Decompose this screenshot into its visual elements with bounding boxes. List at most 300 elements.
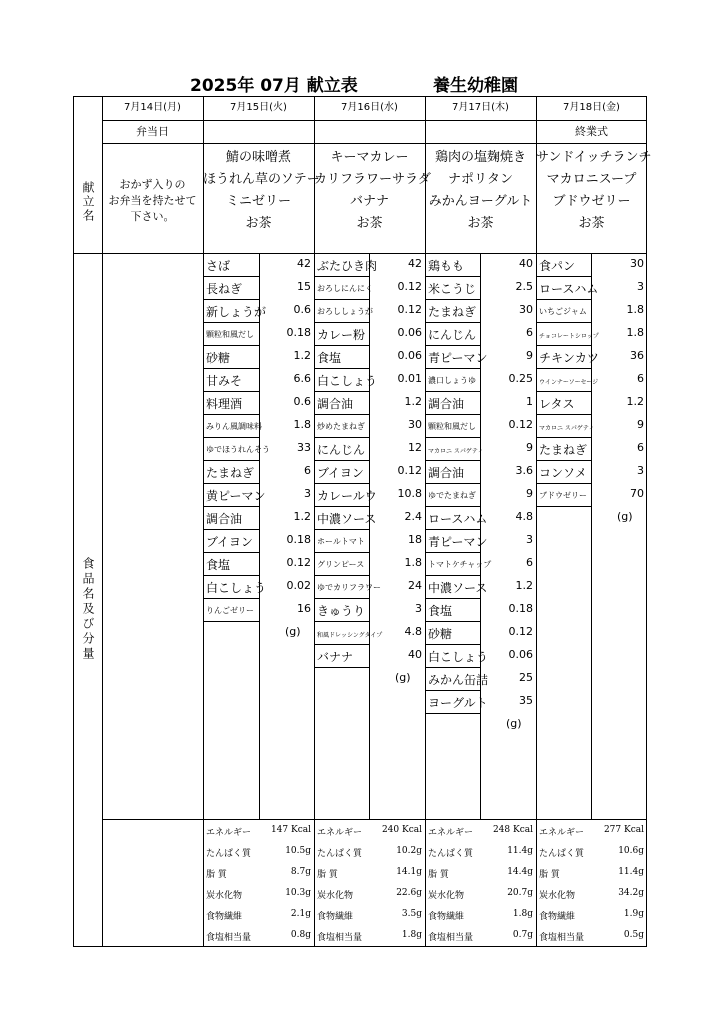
day-menu: [425, 147, 536, 235]
nutrition-row: [314, 820, 425, 841]
ingredient-name: レタス: [539, 397, 575, 411]
grid-line: [102, 97, 103, 947]
ingredient-row: [425, 576, 536, 599]
nutrition-value: 240 Kcal: [381, 825, 422, 835]
nutrition-label: 食物繊維: [206, 912, 243, 922]
ingredient-row: [314, 323, 425, 346]
ingredient-row: [203, 323, 314, 346]
menu-item: 鶏肉の塩麹焼き: [434, 150, 526, 165]
nutrition-label: 炭水化物: [206, 891, 243, 901]
bento-instructions: おかず入りの お弁当を持たせて 下さい。: [108, 178, 197, 223]
ingredient-qty: 12: [408, 441, 422, 454]
ingredient-qty: 3: [526, 533, 533, 546]
ingredient-name: バナナ: [317, 650, 354, 664]
nutrition-label: 食塩相当量: [206, 933, 252, 943]
menu-item: ナポリタン: [447, 172, 513, 187]
ingredient-qty: 1.2: [293, 349, 311, 362]
nutrition-row: [203, 862, 314, 883]
nutrition-value: 14.1g: [396, 867, 422, 877]
ingredient-qty: 0.12: [397, 280, 422, 293]
ingredient-row: [203, 277, 314, 300]
day-note: 弁当日: [136, 125, 169, 138]
ingredient-qty: 33: [297, 441, 311, 454]
ingredient-qty: 9: [637, 418, 644, 431]
ingredient-name: 鶏もも: [428, 259, 465, 273]
ingredient-name: チキンカツ: [539, 351, 599, 365]
ingredient-name: ぶたひき肉: [317, 259, 378, 273]
ingredient-name: 中濃ソース: [317, 512, 377, 526]
ingredient-row: [425, 346, 536, 369]
menu-item: お茶: [467, 216, 494, 231]
nutrition-value: 2.1g: [290, 909, 311, 919]
nutrition-value: 147 Kcal: [270, 825, 311, 835]
ingredient-name: にんじん: [428, 328, 477, 342]
nutrition-row: [425, 904, 536, 925]
school-name: 養生幼稚園: [433, 76, 518, 96]
day-menu: [203, 147, 320, 235]
ingredient-name: 白こしょう: [206, 581, 267, 595]
ingredient-row: [314, 438, 425, 461]
ingredient-name: 米こうじ: [428, 282, 477, 296]
ingredient-name: ゆでカリフラワー: [317, 583, 381, 592]
ingredient-qty: 6: [304, 464, 311, 477]
ingredient-name: ロースハム: [539, 282, 599, 296]
day-menu: [536, 147, 652, 235]
unit-label: (g): [506, 717, 522, 730]
nutrition-label: 食物繊維: [539, 912, 576, 922]
ingredient-row: [314, 461, 425, 484]
ingredient-row: [203, 553, 314, 576]
nutrition-value: 34.2g: [618, 888, 644, 898]
ingredient-qty: 4.8: [404, 625, 422, 638]
ingredient-row: [425, 691, 536, 714]
menu-row-label: 献立名: [81, 181, 95, 223]
ingredient-qty: 6.6: [293, 372, 311, 385]
ingredient-row: [314, 369, 425, 392]
ingredient-qty: 6: [637, 372, 644, 385]
ingredient-name: ゆでたまねぎ: [428, 491, 476, 500]
nutrition-row: [536, 862, 647, 883]
nutrition-label: 食物繊維: [317, 912, 354, 922]
ingredient-row: [425, 254, 536, 277]
ingredient-qty: 40: [519, 257, 533, 270]
ingredient-row: [536, 277, 647, 300]
nutrition-row: [314, 862, 425, 883]
ingredient-name: 甘みそ: [206, 374, 243, 388]
ingredient-name: 白こしょう: [317, 374, 378, 388]
nutrition-value: 10.2g: [396, 846, 422, 856]
nutrition-value: 10.5g: [285, 846, 311, 856]
nutrition-label: 食塩相当量: [317, 933, 363, 943]
ingredient-name: 白こしょう: [428, 650, 489, 664]
ingredient-row: [425, 300, 536, 323]
nutrition-label: エネルギー: [206, 828, 252, 838]
nutrition-value: 1.8g: [401, 930, 422, 940]
ingredient-row: [314, 599, 425, 622]
ingredient-row: [203, 415, 314, 438]
ingredient-name: 料理酒: [206, 397, 243, 411]
nutrition-value: 277 Kcal: [603, 825, 644, 835]
nutrition-value: 22.6g: [396, 888, 422, 898]
ingredient-name: りんごゼリー: [206, 606, 254, 615]
ingredient-row: [203, 369, 314, 392]
menu-item: サンドイッチランチ: [536, 150, 652, 165]
nutrition-row: [536, 841, 647, 862]
nutrition-row: [536, 925, 647, 946]
ingredient-qty: 0.12: [397, 303, 422, 316]
ingredient-qty: 4.8: [515, 510, 533, 523]
ingredient-name: グリンピース: [317, 560, 365, 569]
ingredient-qty: 0.12: [286, 556, 311, 569]
ingredient-qty: 1.8: [626, 326, 644, 339]
ingredient-qty: 35: [519, 694, 533, 707]
nutrition-value: 10.6g: [618, 846, 644, 856]
ingredient-row: [314, 277, 425, 300]
ingredient-row: [314, 392, 425, 415]
ingredient-row: [536, 369, 647, 392]
ingredient-qty: 0.6: [293, 395, 311, 408]
menu-item: お茶: [356, 216, 383, 231]
nutrition-row: [314, 925, 425, 946]
ingredient-name: 顆粒和風だし: [428, 422, 476, 431]
ingredient-qty: 9: [526, 349, 533, 362]
nutrition-label: たんぱく質: [428, 849, 474, 859]
nutrition-label: 脂 質: [428, 870, 449, 880]
ingredient-row: [425, 461, 536, 484]
grid-line: [314, 667, 369, 668]
ingredient-name: トマトケチャップ: [428, 560, 492, 569]
day-note: [314, 121, 425, 143]
grid-line: [102, 143, 647, 144]
nutrition-label: 炭水化物: [317, 891, 354, 901]
nutrition-value: 10.3g: [285, 888, 311, 898]
ingredient-row: [425, 645, 536, 668]
day-date: 7月18日(金): [563, 102, 620, 113]
nutrition-label: 脂 質: [317, 870, 338, 880]
ingredient-row: [203, 461, 314, 484]
nutrition-value: 248 Kcal: [492, 825, 533, 835]
ingredient-qty: 0.06: [397, 326, 422, 339]
nutrition-row: [203, 841, 314, 862]
ingredient-qty: 0.02: [286, 579, 311, 592]
ingredient-qty: 3.6: [515, 464, 533, 477]
menu-item: キーマカレー: [330, 150, 409, 165]
ingredient-qty: 0.18: [286, 533, 311, 546]
nutrition-label: たんぱく質: [317, 849, 363, 859]
menu-item: カリフラワーサラダ: [314, 172, 431, 187]
nutrition-row: [314, 904, 425, 925]
ingredient-name: カレールウ: [317, 489, 377, 503]
ingredient-qty: 30: [630, 257, 644, 270]
nutrition-value: 8.7g: [290, 867, 311, 877]
ingredient-row: [314, 484, 425, 507]
ingredient-row: [203, 507, 314, 530]
nutrition-value: 0.5g: [623, 930, 644, 940]
ingredient-name: にんじん: [317, 443, 366, 457]
menu-item: ほうれん草のソテー: [203, 172, 320, 187]
ingredient-qty: 24: [408, 579, 422, 592]
ingredient-qty: 6: [526, 556, 533, 569]
ingredient-row: [536, 392, 647, 415]
ingredient-name: ゆでほうれんそう: [206, 445, 270, 454]
ingredient-qty: 1.8: [626, 303, 644, 316]
nutrition-row: [203, 883, 314, 904]
ingredient-row: [314, 530, 425, 553]
ingredient-row: [425, 530, 536, 553]
ingredient-qty: 3: [304, 487, 311, 500]
ingredient-name: 食塩: [317, 351, 342, 365]
ingredient-name: マカロニ スパゲティ: [539, 425, 595, 432]
ingredient-qty: 3: [415, 602, 422, 615]
ingredient-qty: 0.25: [508, 372, 533, 385]
ingredient-qty: 0.6: [293, 303, 311, 316]
ingredient-qty: 36: [630, 349, 644, 362]
nutrition-label: 脂 質: [206, 870, 227, 880]
menu-table: [73, 96, 652, 947]
day-date: 7月15日(火): [230, 102, 287, 113]
menu-item: バナナ: [349, 194, 389, 209]
ingredient-qty: 0.12: [508, 625, 533, 638]
ingredient-name: 砂糖: [428, 627, 453, 641]
day-note: [425, 121, 536, 143]
ingredient-name: 中濃ソース: [428, 581, 488, 595]
ingredient-qty: 6: [526, 326, 533, 339]
nutrition-row: [425, 862, 536, 883]
ingredient-name: カレー粉: [317, 328, 366, 342]
nutrition-label: 食塩相当量: [539, 933, 585, 943]
nutrition-value: 0.8g: [290, 930, 311, 940]
menu-item: 鯖の味噌煮: [225, 150, 291, 165]
ingredient-qty: 25: [519, 671, 533, 684]
grid-line: [425, 713, 480, 714]
ingredient-name: ウインナーソーセージ: [539, 379, 599, 386]
ingredient-qty: 40: [408, 648, 422, 661]
nutrition-value: 11.4g: [618, 867, 644, 877]
ingredient-qty: 30: [408, 418, 422, 431]
ingredient-name: 黄ピーマン: [206, 489, 266, 503]
ingredient-name: 砂糖: [206, 351, 231, 365]
nutrition-value: 1.8g: [512, 909, 533, 919]
ingredient-qty: 1.2: [293, 510, 311, 523]
ingredient-name: 調合油: [428, 466, 465, 480]
nutrition-label: エネルギー: [539, 828, 585, 838]
ingredient-qty: 42: [297, 257, 311, 270]
ingredient-name: たまねぎ: [539, 443, 588, 457]
ingredient-name: いちごジャム: [539, 307, 587, 316]
ingredient-row: [314, 346, 425, 369]
nutrition-value: 3.5g: [401, 909, 422, 919]
ingredient-row: [536, 484, 647, 507]
ingredient-qty: 1.8: [404, 556, 422, 569]
ingredient-row: [425, 438, 536, 461]
ingredient-name: チョコレートシロップ: [539, 333, 599, 340]
ingredient-qty: 42: [408, 257, 422, 270]
ingredient-row: [425, 369, 536, 392]
ingredient-qty: 1.2: [626, 395, 644, 408]
ingredient-name: みかん缶詰: [428, 673, 489, 687]
ingredient-name: 調合油: [317, 397, 354, 411]
ingredient-name: ブドウゼリー: [539, 491, 587, 500]
ingredient-name: 食パン: [539, 259, 576, 273]
nutrition-label: 食塩相当量: [428, 933, 474, 943]
nutrition-row: [425, 925, 536, 946]
ingredient-name: おろししょうが: [317, 307, 373, 316]
ingredient-row: [425, 277, 536, 300]
ingredient-qty: 0.06: [397, 349, 422, 362]
ingredient-name: 青ピーマン: [428, 351, 488, 365]
ingredient-qty: 3: [637, 464, 644, 477]
day-date: 7月16日(水): [341, 102, 398, 113]
nutrition-label: 炭水化物: [539, 891, 576, 901]
ingredient-row: [425, 507, 536, 530]
ingredient-row: [425, 553, 536, 576]
nutrition-row: [203, 925, 314, 946]
ingredient-row: [203, 346, 314, 369]
nutrition-label: たんぱく質: [539, 849, 585, 859]
ingredient-qty: 9: [526, 441, 533, 454]
ingredient-name: 調合油: [206, 512, 243, 526]
ingredient-name: 長ねぎ: [206, 282, 243, 296]
ingredient-row: [425, 668, 536, 691]
ingredient-row: [203, 530, 314, 553]
ingredient-qty: 6: [637, 441, 644, 454]
ingredient-row: [314, 622, 425, 645]
day-date: 7月17日(木): [452, 102, 509, 113]
ingredient-qty: 1: [526, 395, 533, 408]
nutrition-value: 11.4g: [507, 846, 533, 856]
ingredient-name: 食塩: [206, 558, 231, 572]
unit-label: (g): [285, 625, 301, 638]
ingredient-name: 青ピーマン: [428, 535, 488, 549]
ingredient-qty: 0.06: [508, 648, 533, 661]
nutrition-label: 食物繊維: [428, 912, 465, 922]
nutrition-row: [425, 841, 536, 862]
ingredient-name: きゅうり: [317, 604, 366, 618]
unit-label: (g): [395, 671, 411, 684]
page-title: 2025年 07月 献立表: [190, 76, 358, 96]
ingredient-name: さば: [206, 259, 231, 273]
nutrition-row: [536, 904, 647, 925]
ingredient-row: [203, 599, 314, 622]
ingredient-qty: 1.2: [515, 579, 533, 592]
ingredient-qty: 18: [408, 533, 422, 546]
ingredient-qty: 9: [526, 487, 533, 500]
nutrition-label: 脂 質: [539, 870, 560, 880]
ingredient-name: たまねぎ: [428, 305, 477, 319]
ingredient-qty: 0.01: [397, 372, 422, 385]
ingredient-qty: 30: [519, 303, 533, 316]
nutrition-label: 炭水化物: [428, 891, 465, 901]
nutrition-row: [203, 820, 314, 841]
ingredient-row: [425, 484, 536, 507]
ingredient-name: たまねぎ: [206, 466, 255, 480]
nutrition-row: [314, 841, 425, 862]
day-date: 7月14日(月): [124, 102, 181, 113]
ingredient-name: コンソメ: [539, 466, 587, 480]
nutrition-row: [314, 883, 425, 904]
ingredient-row: [425, 622, 536, 645]
ingredient-row: [536, 323, 647, 346]
menu-item: お茶: [245, 216, 272, 231]
ingredient-qty: 10.8: [397, 487, 422, 500]
nutrition-row: [425, 883, 536, 904]
ingredient-row: [314, 300, 425, 323]
ingredient-name: 食塩: [428, 604, 453, 618]
ingredient-row: [536, 300, 647, 323]
ingredient-row: [425, 323, 536, 346]
day-menu: [314, 147, 431, 235]
ingredient-row: [314, 507, 425, 530]
nutrition-row: [536, 820, 647, 841]
grid-line: [536, 506, 591, 507]
ingredient-qty: 2.4: [404, 510, 422, 523]
ingredient-row: [203, 300, 314, 323]
ingredient-row: [203, 484, 314, 507]
ingredient-name: マカロニ スパゲティ: [428, 448, 484, 455]
ingredient-row: [425, 392, 536, 415]
menu-item: マカロニスープ: [546, 172, 637, 187]
ingredient-name: おろしにんにく: [317, 284, 373, 293]
nutrition-value: 1.9g: [623, 909, 644, 919]
menu-item: お茶: [578, 216, 605, 231]
ingredient-row: [314, 254, 425, 277]
ingredient-qty: 70: [630, 487, 644, 500]
ingredient-qty: 1.8: [293, 418, 311, 431]
ingredient-name: 炒めたまねぎ: [317, 422, 365, 431]
ingredient-qty: 0.18: [508, 602, 533, 615]
nutrition-label: たんぱく質: [206, 849, 252, 859]
nutrition-row: [203, 904, 314, 925]
ingredient-row: [314, 576, 425, 599]
ingredient-row: [203, 254, 314, 277]
day-note: 終業式: [575, 125, 608, 138]
ingredient-row: [536, 346, 647, 369]
ingredient-row: [536, 254, 647, 277]
ingredient-name: ホールトマト: [317, 537, 365, 546]
nutrition-value: 0.7g: [512, 930, 533, 940]
ingredient-qty: 3: [637, 280, 644, 293]
nutrition-value: 14.4g: [507, 867, 533, 877]
ingredient-row: [203, 438, 314, 461]
ingredient-name: 調合油: [428, 397, 465, 411]
ingredient-qty: 0.18: [286, 326, 311, 339]
nutrition-label: エネルギー: [317, 828, 363, 838]
ingredient-row: [536, 461, 647, 484]
grid-line: [203, 621, 259, 622]
nutrition-value: 20.7g: [507, 888, 533, 898]
page-title-bar: [0, 71, 724, 95]
nutrition-row: [425, 820, 536, 841]
ingredient-row: [536, 438, 647, 461]
ingredient-qty: 2.5: [515, 280, 533, 293]
ingredient-qty: 1.2: [404, 395, 422, 408]
ingredient-name: 顆粒和風だし: [206, 330, 254, 339]
ingredient-name: ブイヨン: [317, 466, 364, 480]
menu-item: みかんヨーグルト: [428, 194, 533, 209]
menu-item: ミニゼリー: [225, 194, 291, 209]
ingredient-name: ヨーグルト: [428, 696, 488, 710]
ingredient-row: [314, 553, 425, 576]
ingredient-qty: 15: [297, 280, 311, 293]
ingredients-row-label: 食品名及び分量: [81, 557, 95, 662]
ingredient-name: 新しょうが: [206, 305, 267, 319]
ingredient-row: [203, 392, 314, 415]
ingredient-row: [314, 415, 425, 438]
ingredient-name: ブイヨン: [206, 535, 253, 549]
ingredient-qty: 0.12: [508, 418, 533, 431]
menu-item: ブドウゼリー: [552, 194, 631, 209]
ingredient-name: ロースハム: [428, 512, 488, 526]
